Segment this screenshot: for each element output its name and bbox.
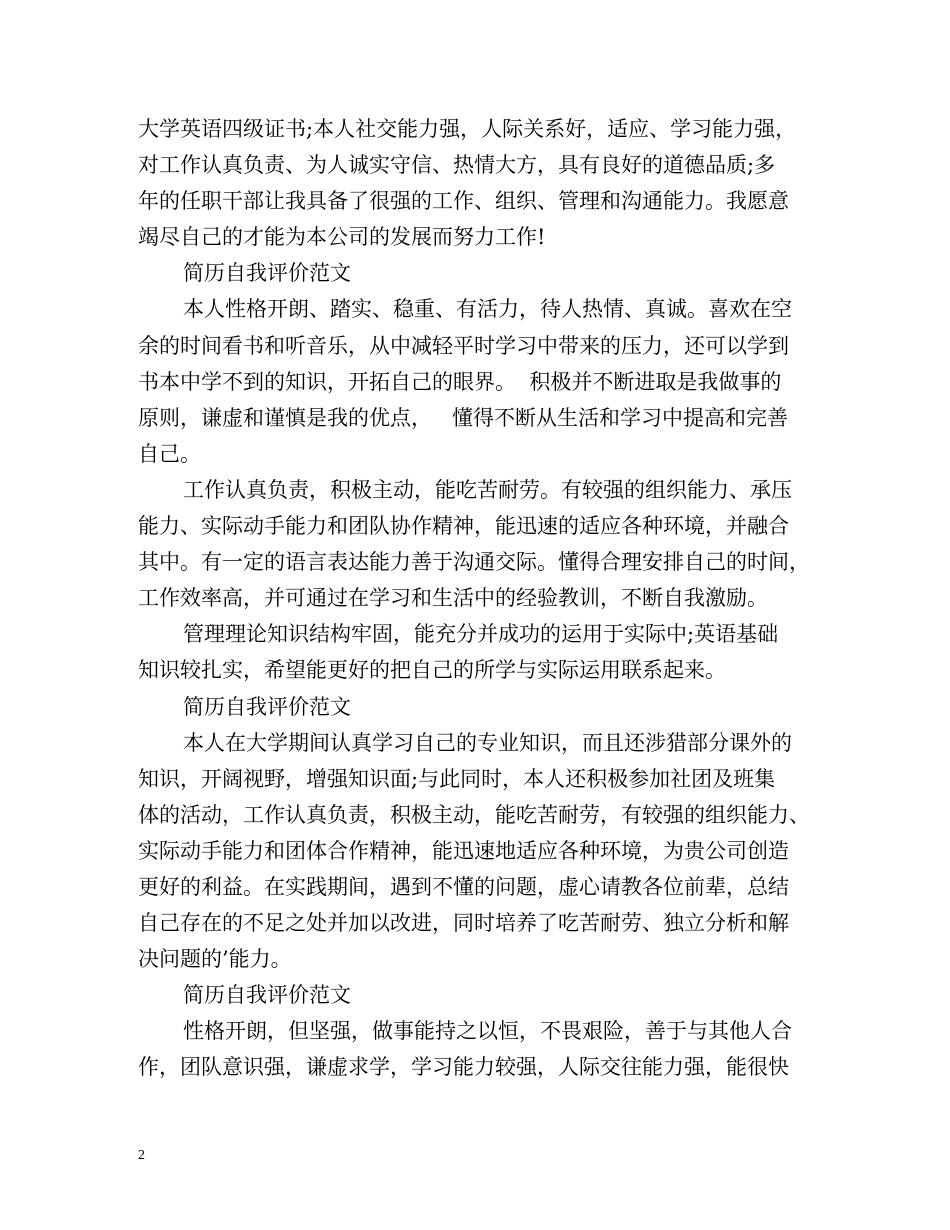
text-line: 工作效率高，并可通过在学习和生活中的经验教训，不断自我激励。 [138, 586, 768, 611]
text-line: 大学英语四级证书;本人社交能力强，人际关系好，适应、学习能力强， [138, 117, 797, 141]
text-line: 管理理论知识结构牢固，能充分并成功的运用于实际中;英语基础 [183, 622, 779, 647]
page-number: 2 [138, 1148, 145, 1163]
text-line: 更好的利益。在实践期间，遇到不懂的问题，虚心请教各位前辈，总结 [138, 874, 789, 899]
text-line: 简历自我评价范文 [183, 694, 351, 719]
text-line: 实际动手能力和团体合作精神，能迅速地适应各种环境，为贵公司创造 [138, 838, 789, 863]
text-line: 本人在大学期间认真学习自己的专业知识，而且还涉猎部分课外的 [183, 730, 792, 755]
text-line: 其中。有一定的语言表达能力善于沟通交际。懂得合理安排自己的时间， [138, 550, 810, 575]
text-line: 余的时间看书和听音乐，从中减轻平时学习中带来的压力，还可以学到 [138, 333, 789, 358]
text-line: 能力、实际动手能力和团队协作精神，能迅速的适应各种环境，并融合 [138, 514, 789, 539]
text-line: 知识较扎实，希望能更好的把自己的所学与实际运用联系起来。 [138, 658, 726, 683]
text-line: 体的活动，工作认真负责，积极主动，能吃苦耐劳，有较强的组织能力、 [138, 802, 810, 827]
text-line: 书本中学不到的知识，开拓自己的眼界。 积极并不断进取是我做事的 [138, 369, 782, 394]
text-line: 工作认真负责，积极主动，能吃苦耐劳。有较强的组织能力、承压 [183, 477, 792, 502]
text-line: 本人性格开朗、踏实、稳重、有活力，待人热情、真诚。喜欢在空 [183, 297, 792, 322]
text-line: 对工作认真负责、为人诚实守信、热情大方，具有良好的道德品质;多 [138, 153, 776, 178]
text-line: 作，团队意识强，谦虚求学，学习能力较强，人际交往能力强，能很快 [138, 1055, 789, 1080]
text-line: 性格开朗，但坚强，做事能持之以恒，不畏艰险，善于与其他人合 [183, 1019, 792, 1044]
text-line: 自己。 [138, 441, 201, 466]
text-line: 原则，谦虚和谨慎是我的优点， 懂得不断从生活和学习中提高和完善 [138, 405, 789, 430]
text-line: 知识，开阔视野，增强知识面;与此同时，本人还积极参加社团及班集 [138, 766, 776, 791]
text-line: 自己存在的不足之处并加以改进，同时培养了吃苦耐劳、独立分析和解 [138, 911, 789, 936]
text-line: 年的任职干部让我具备了很强的工作、组织、管理和沟通能力。我愿意 [138, 189, 789, 214]
text-line: 决问题的’能力。 [138, 947, 292, 972]
text-line: 简历自我评价范文 [183, 983, 351, 1008]
text-line: 竭尽自己的才能为本公司的发展而努力工作! [138, 225, 546, 250]
document-body [138, 111, 828, 1086]
text-line: 简历自我评价范文 [183, 261, 351, 286]
